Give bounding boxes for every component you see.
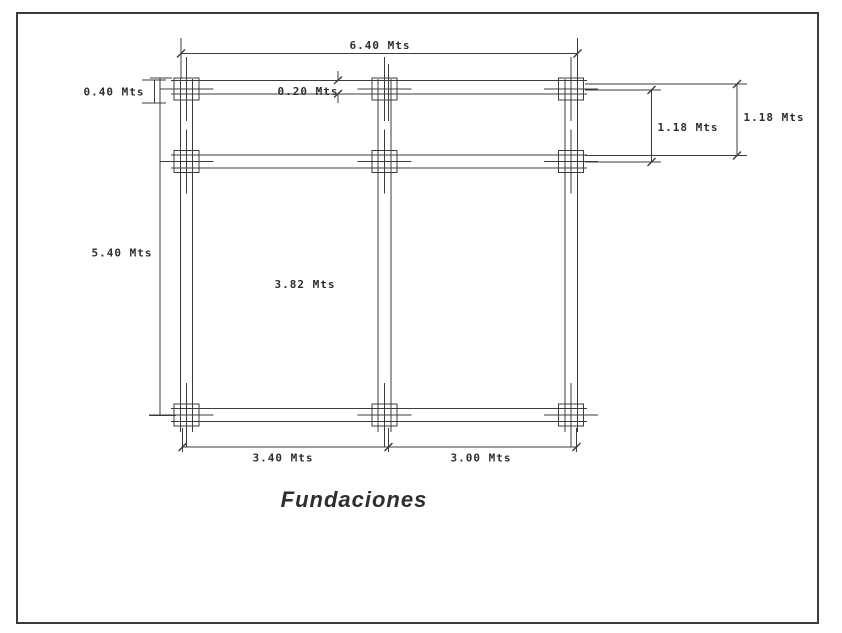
column-footing <box>544 57 598 121</box>
column-footing <box>160 130 214 194</box>
dim-right-bay-outer <box>585 80 804 160</box>
dim-interior-bay <box>275 278 336 291</box>
foundation-beams <box>171 79 587 432</box>
dim-label-beam-width: 0.20 Mts <box>277 85 339 98</box>
dim-label-right-bay-outer: 1.18 Mts <box>743 111 805 124</box>
column-footing <box>358 130 412 194</box>
column-footing <box>358 57 412 121</box>
column-footing <box>149 383 214 447</box>
page-border <box>17 13 818 623</box>
dim-label-bottom-bay-left: 3.40 Mts <box>252 451 314 465</box>
column-footings <box>149 57 598 447</box>
dim-label-overall-width: 6.40 Mts <box>349 39 411 52</box>
drawing-title: Fundaciones <box>280 487 428 512</box>
dim-label-interior-bay: 3.82 Mts <box>274 278 336 291</box>
dim-footing-height <box>84 80 166 103</box>
dim-label-bottom-bay-right: 3.00 Mts <box>450 451 512 465</box>
dim-overall-height <box>92 78 176 416</box>
dim-beam-width <box>278 71 342 103</box>
dim-bottom-bays <box>179 428 581 465</box>
column-footing <box>544 383 598 447</box>
dim-overall-width <box>177 38 582 79</box>
dim-right-bay-inner <box>585 86 718 166</box>
dim-label-right-bay-inner: 1.18 Mts <box>657 121 719 134</box>
column-footing <box>160 57 214 121</box>
column-footing <box>358 383 412 447</box>
dim-label-overall-height: 5.40 Mts <box>91 246 153 260</box>
dim-label-footing-height: 0.40 Mts <box>83 85 145 99</box>
